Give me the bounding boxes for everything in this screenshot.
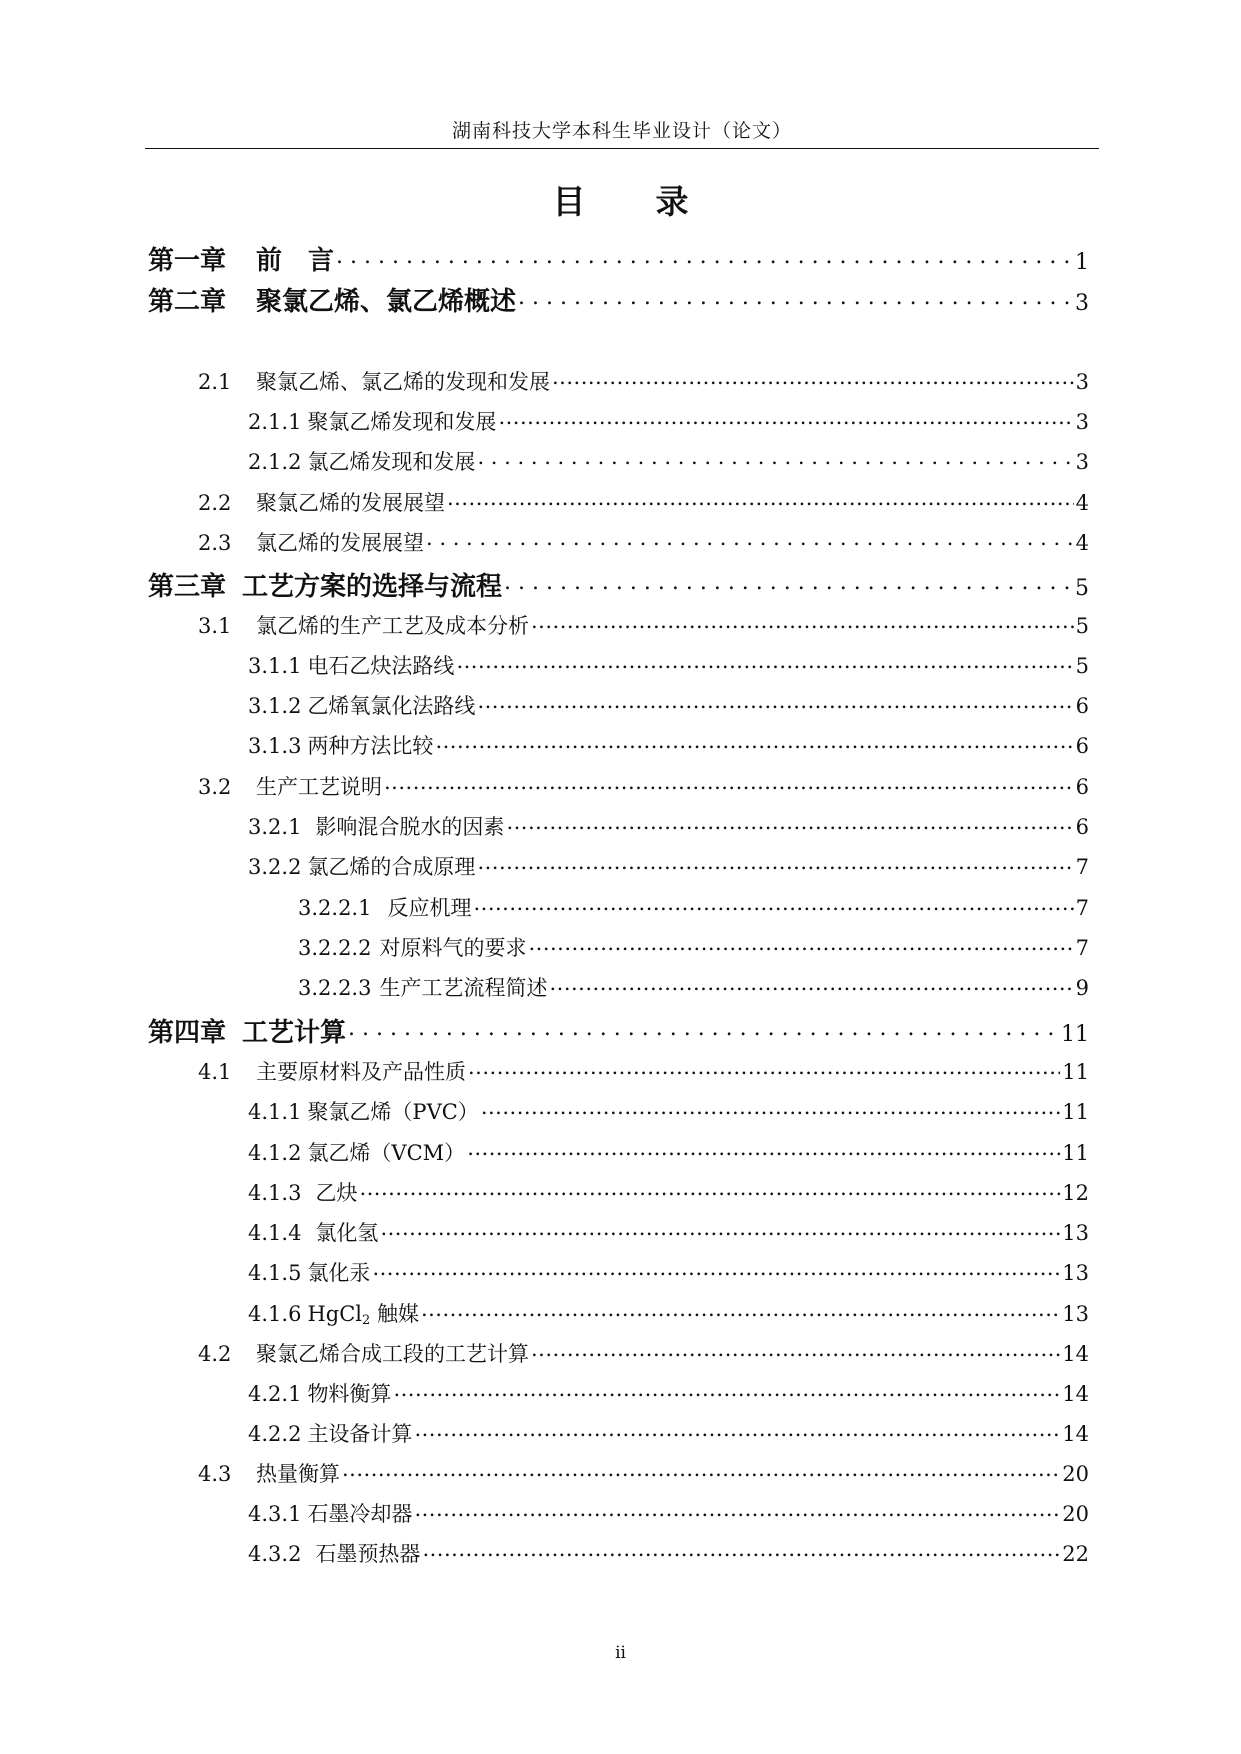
dot-leader xyxy=(348,1019,1059,1041)
toc-entry-label: 工艺计算 xyxy=(242,1018,347,1048)
toc-entry-page: 7 xyxy=(1075,855,1089,879)
dot-leader xyxy=(359,1179,1060,1200)
page-number: ii xyxy=(615,1643,626,1663)
dot-leader xyxy=(467,1139,1060,1160)
dot-leader xyxy=(426,529,1074,550)
dot-leader xyxy=(414,1420,1060,1441)
toc-entry-label: 聚氯乙烯、氯乙烯的发现和发展 xyxy=(256,370,550,394)
toc-entry-label: 聚氯乙烯（PVC） xyxy=(307,1100,479,1124)
title-char-2: 录 xyxy=(655,182,689,221)
toc-entry-4-2[interactable] xyxy=(198,1338,1089,1368)
dot-leader xyxy=(477,692,1073,713)
dot-leader xyxy=(468,1058,1060,1079)
toc-entry-page: 13 xyxy=(1062,1221,1089,1245)
dot-leader xyxy=(422,1540,1060,1561)
toc-entry-label: 乙烯氧氯化法路线 xyxy=(307,694,476,718)
toc-entry-page: 11 xyxy=(1062,1100,1089,1124)
toc-entry-page: 14 xyxy=(1062,1342,1089,1366)
toc-entry-number: 3.2.2.1 xyxy=(298,896,372,920)
toc-entry-page: 7 xyxy=(1075,936,1089,960)
toc-entry-label: 石墨冷却器 xyxy=(307,1502,413,1526)
toc-entry-chapter-1[interactable] xyxy=(148,240,1089,277)
toc-entry-label: 氯乙烯的发展展望 xyxy=(256,531,424,555)
toc-entry-page: 11 xyxy=(1062,1141,1089,1165)
toc-entry-number: 第二章 xyxy=(148,287,227,317)
dot-leader xyxy=(380,1219,1060,1240)
toc-entry-2-2[interactable] xyxy=(198,487,1089,517)
toc-entry-label: 聚氯乙烯合成工段的工艺计算 xyxy=(256,1342,529,1366)
toc-entry-page: 6 xyxy=(1075,734,1089,758)
toc-entry-number: 4.3.1 xyxy=(248,1502,302,1526)
toc-entry-page: 14 xyxy=(1062,1422,1089,1446)
toc-entry-label: 聚氯乙烯、氯乙烯概述 xyxy=(256,287,517,317)
toc-entry-page: 3 xyxy=(1075,370,1089,394)
toc-entry-chapter-3[interactable] xyxy=(148,566,1089,603)
dot-leader xyxy=(421,1300,1060,1321)
toc-entry-label: 前 言 xyxy=(256,246,335,276)
dot-leader xyxy=(528,934,1073,955)
toc-entry-label: 反应机理 xyxy=(387,896,472,920)
toc-entry-label: 生产工艺说明 xyxy=(256,775,382,799)
toc-entry-number: 2.3 xyxy=(198,531,232,555)
toc-entry-label: 主要原材料及产品性质 xyxy=(256,1060,466,1084)
dot-leader xyxy=(531,612,1074,633)
dot-leader xyxy=(435,732,1073,753)
toc-entry-2-1-1[interactable] xyxy=(248,406,1089,436)
dot-leader xyxy=(372,1259,1060,1280)
label-suffix: 触媒 xyxy=(376,1302,419,1326)
toc-entry-number: 第三章 xyxy=(148,572,227,602)
toc-entry-chapter-2[interactable] xyxy=(148,281,1089,318)
formula-text: HgCl xyxy=(307,1302,362,1326)
toc-entry-number: 3.2.2 xyxy=(248,855,302,879)
toc-entry-2-3[interactable] xyxy=(198,527,1089,557)
dot-leader xyxy=(552,368,1074,389)
toc-entry-page: 13 xyxy=(1062,1302,1089,1326)
toc-entry-label: 热量衡算 xyxy=(256,1462,340,1486)
dot-leader xyxy=(456,652,1073,673)
toc-entry-3-1-1[interactable] xyxy=(248,650,1089,680)
toc-entry-4-1-5[interactable] xyxy=(248,1257,1089,1287)
toc-entry-4-1-3[interactable] xyxy=(248,1177,1089,1207)
toc-entry-label: 氯乙烯的生产工艺及成本分析 xyxy=(256,614,529,638)
toc-entry-label: 物料衡算 xyxy=(307,1382,392,1406)
toc-entry-number: 4.2.2 xyxy=(248,1422,302,1446)
toc-entry-3-1[interactable] xyxy=(198,610,1089,640)
dot-leader xyxy=(473,894,1073,915)
toc-entry-4-1[interactable] xyxy=(198,1056,1089,1086)
dot-leader xyxy=(384,773,1074,794)
toc-entry-page: 7 xyxy=(1075,896,1089,920)
toc-entry-number: 4.1.2 xyxy=(248,1141,302,1165)
toc-entry-number: 4.3 xyxy=(198,1462,232,1486)
toc-entry-number: 第四章 xyxy=(148,1018,227,1048)
toc-entry-4-2-1[interactable] xyxy=(248,1378,1089,1408)
toc-entry-page: 14 xyxy=(1062,1382,1089,1406)
toc-entry-2-1[interactable] xyxy=(198,366,1089,396)
toc-entry-number: 4.1.4 xyxy=(248,1221,302,1245)
dot-leader xyxy=(447,489,1074,510)
dot-leader xyxy=(336,247,1073,269)
toc-entry-label: 乙炔 xyxy=(315,1181,358,1205)
toc-entry-number: 3.2.2.3 xyxy=(298,976,372,1000)
toc-entry-number: 2.1.2 xyxy=(248,450,302,474)
toc-entry-4-3-2[interactable] xyxy=(248,1538,1089,1568)
toc-entry-page: 3 xyxy=(1075,450,1089,474)
toc-entry-page: 5 xyxy=(1075,614,1089,638)
toc-entry-number: 4.2 xyxy=(198,1342,232,1366)
toc-entry-page: 5 xyxy=(1075,654,1089,678)
toc-entry-page: 6 xyxy=(1075,775,1089,799)
toc-entry-page: 13 xyxy=(1062,1261,1089,1285)
toc-entry-page: 5 xyxy=(1075,576,1089,601)
toc-entry-label: 工艺方案的选择与流程 xyxy=(242,572,503,602)
toc-entry-page: 12 xyxy=(1062,1181,1089,1205)
dot-leader xyxy=(531,1340,1060,1361)
running-header: 湖南科技大学本科生毕业设计（论文） xyxy=(451,120,792,142)
toc-entry-number: 2.2 xyxy=(198,491,232,515)
toc-entry-page: 11 xyxy=(1061,1022,1089,1047)
toc-entry-3-2-2-1[interactable] xyxy=(298,892,1089,922)
toc-entry-3-1-2[interactable] xyxy=(248,690,1089,720)
dot-leader xyxy=(506,813,1073,834)
toc-entry-page: 20 xyxy=(1062,1502,1089,1526)
toc-entry-number: 2.1.1 xyxy=(248,410,302,434)
toc-entry-label: 聚氯乙烯的发展展望 xyxy=(256,491,445,515)
toc-entry-page: 9 xyxy=(1075,976,1089,1000)
toc-entry-page: 3 xyxy=(1075,291,1089,316)
toc-entry-number: 3.2 xyxy=(198,775,232,799)
toc-entry-number: 4.1.6 xyxy=(248,1302,302,1326)
toc-entry-number: 4.1.3 xyxy=(248,1181,302,1205)
toc-entry-4-1-4[interactable] xyxy=(248,1217,1089,1247)
toc-entry-number: 第一章 xyxy=(148,246,227,276)
toc-entry-4-3[interactable] xyxy=(198,1458,1089,1488)
toc-entry-number: 3.1.1 xyxy=(248,654,302,678)
toc-entry-3-2-2-3[interactable] xyxy=(298,972,1089,1002)
toc-entry-4-2-2[interactable] xyxy=(248,1418,1089,1448)
dot-leader xyxy=(549,974,1073,995)
toc-entry-label: 聚氯乙烯发现和发展 xyxy=(307,410,497,434)
toc-entry-number: 4.3.2 xyxy=(248,1542,302,1566)
toc-entry-page: 4 xyxy=(1075,491,1089,515)
toc-entry-page: 1 xyxy=(1075,250,1089,275)
toc-entry-label: 主设备计算 xyxy=(307,1422,413,1446)
toc-entry-4-3-1[interactable] xyxy=(248,1498,1089,1528)
toc-entry-page: 20 xyxy=(1062,1462,1089,1486)
toc-entry-number: 3.1.2 xyxy=(248,694,302,718)
toc-entry-number: 4.1.1 xyxy=(248,1100,302,1124)
toc-entry-4-1-6[interactable] xyxy=(248,1298,1089,1328)
toc-entry-label: 氯化汞 xyxy=(307,1261,371,1285)
toc-entry-label: 影响混合脱水的因素 xyxy=(315,815,505,839)
toc-entry-3-2-2[interactable] xyxy=(248,851,1089,881)
toc-entry-page: 4 xyxy=(1075,531,1089,555)
page-title xyxy=(0,176,1241,223)
dot-leader xyxy=(393,1380,1060,1401)
title-char-1: 目 xyxy=(552,182,586,221)
toc-entry-number: 4.2.1 xyxy=(248,1382,302,1406)
toc-entry-4-1-2[interactable] xyxy=(248,1137,1089,1167)
dot-leader xyxy=(518,288,1073,310)
toc-entry-label: 氯乙烯发现和发展 xyxy=(307,450,476,474)
toc-entry-3-2-1[interactable] xyxy=(248,811,1089,841)
toc-entry-page: 11 xyxy=(1062,1060,1089,1084)
toc-entry-2-1-2[interactable] xyxy=(248,446,1089,476)
header-rule xyxy=(145,148,1099,149)
toc-entry-3-1-3[interactable] xyxy=(248,730,1089,760)
formula-subscript: 2 xyxy=(361,1313,371,1328)
dot-leader xyxy=(504,573,1073,595)
dot-leader xyxy=(481,1098,1060,1119)
toc-entry-label xyxy=(307,1298,419,1328)
toc-entry-label: 氯乙烯（VCM） xyxy=(307,1141,466,1165)
toc-entry-page: 3 xyxy=(1075,410,1089,434)
toc-entry-number: 3.1.3 xyxy=(248,734,302,758)
toc-entry-page: 6 xyxy=(1075,694,1089,718)
toc-entry-page: 6 xyxy=(1075,815,1089,839)
dot-leader xyxy=(477,448,1073,469)
toc-entry-label: 电石乙炔法路线 xyxy=(307,654,455,678)
toc-entry-page: 22 xyxy=(1062,1542,1089,1566)
toc-entry-label: 石墨预热器 xyxy=(315,1542,421,1566)
toc-entry-label: 对原料气的要求 xyxy=(379,936,527,960)
toc-entry-number: 2.1 xyxy=(198,370,232,394)
toc-entry-number: 4.1.5 xyxy=(248,1261,302,1285)
toc-entry-label: 生产工艺流程简述 xyxy=(379,976,548,1000)
dot-leader xyxy=(477,853,1073,874)
toc-entry-number: 3.2.2.2 xyxy=(298,936,372,960)
toc-entry-4-1-1[interactable] xyxy=(248,1096,1089,1126)
toc-entry-number: 4.1 xyxy=(198,1060,232,1084)
toc-entry-label: 氯乙烯的合成原理 xyxy=(307,855,476,879)
dot-leader xyxy=(498,408,1073,429)
toc-entry-3-2-2-2[interactable] xyxy=(298,932,1089,962)
toc-entry-number: 3.2.1 xyxy=(248,815,302,839)
dot-leader xyxy=(342,1460,1060,1481)
toc-entry-3-2[interactable] xyxy=(198,771,1089,801)
dot-leader xyxy=(414,1500,1060,1521)
toc-entry-label: 氯化氢 xyxy=(315,1221,379,1245)
toc-entry-label: 两种方法比较 xyxy=(307,734,434,758)
toc-entry-chapter-4[interactable] xyxy=(148,1012,1089,1049)
toc-entry-number: 3.1 xyxy=(198,614,232,638)
